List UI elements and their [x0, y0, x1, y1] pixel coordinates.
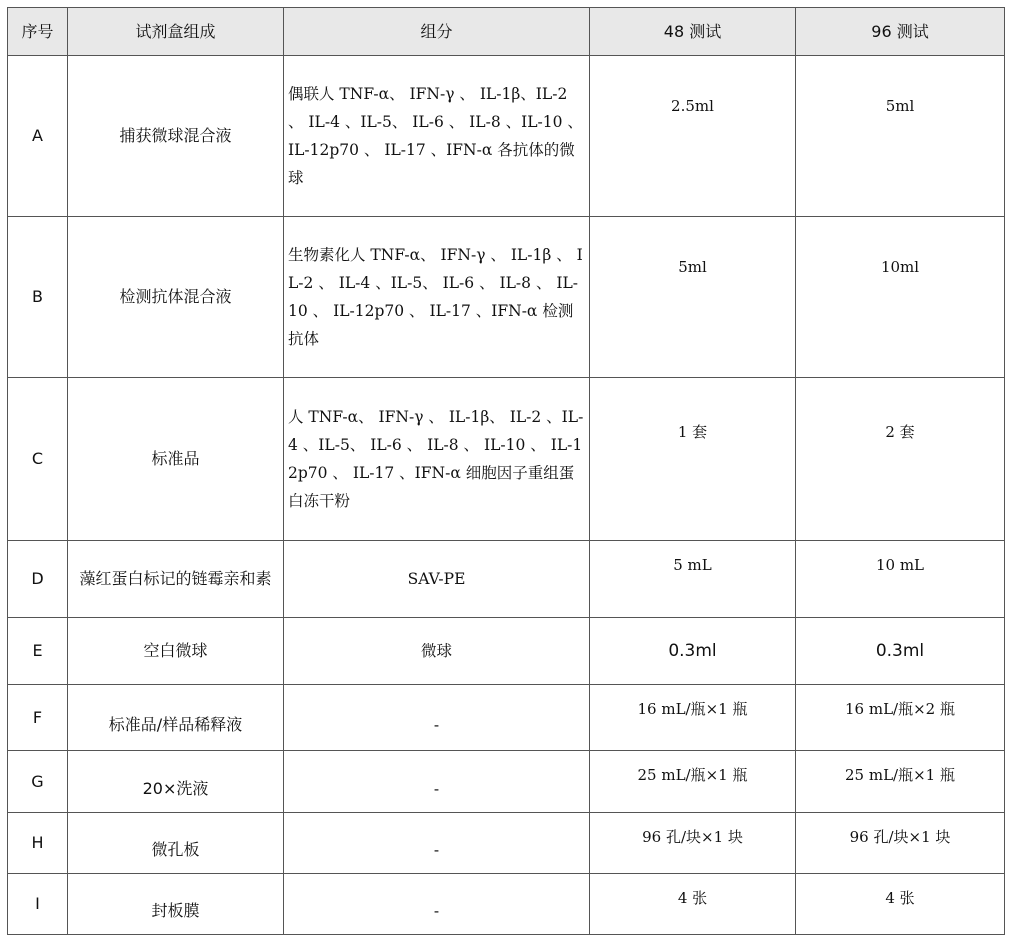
row-96-tests: 10 mL	[796, 541, 1005, 618]
row-id: I	[8, 874, 68, 935]
row-component: -	[284, 751, 590, 813]
row-48-tests: 0.3ml	[590, 618, 796, 685]
row-id: H	[8, 813, 68, 874]
row-96-tests: 0.3ml	[796, 618, 1005, 685]
header-no: 序号	[8, 8, 68, 56]
row-kit-name: 标准品	[68, 378, 284, 541]
row-96-tests: 4 张	[796, 874, 1005, 935]
table-header-row	[8, 8, 1005, 56]
row-id: A	[8, 56, 68, 217]
row-96-tests: 5ml	[796, 56, 1005, 217]
table-row	[8, 378, 1005, 541]
row-kit-name: 捕获微球混合液	[68, 56, 284, 217]
kit-composition-table	[7, 7, 1005, 935]
row-component: SAV-PE	[284, 541, 590, 618]
table-row	[8, 874, 1005, 935]
row-96-tests: 96 孔/块×1 块	[796, 813, 1005, 874]
row-48-tests: 4 张	[590, 874, 796, 935]
row-kit-name: 20×洗液	[68, 751, 284, 813]
row-component: 人 TNF-α、 IFN-γ 、 IL-1β、 IL-2 、IL-4 、IL-5、 IL-6 、 IL-8 、 IL-10 、 IL-12p70 、 IL-17 、IFN-α 细胞因子重组蛋白冻干粉	[284, 378, 590, 541]
row-96-tests: 10ml	[796, 217, 1005, 378]
row-48-tests: 5ml	[590, 217, 796, 378]
header-96-tests: 96 测试	[796, 8, 1005, 56]
row-component: 微球	[284, 618, 590, 685]
row-48-tests: 25 mL/瓶×1 瓶	[590, 751, 796, 813]
row-48-tests: 16 mL/瓶×1 瓶	[590, 685, 796, 751]
header-component: 组分	[284, 8, 590, 56]
row-component: 偶联人 TNF-α、 IFN-γ 、 IL-1β、IL-2 、 IL-4 、IL-5、 IL-6 、 IL-8 、IL-10 、 IL-12p70 、 IL-17 、IFN-α 各抗体的微球	[284, 56, 590, 217]
row-48-tests: 5 mL	[590, 541, 796, 618]
row-96-tests: 2 套	[796, 378, 1005, 541]
row-kit-name: 藻红蛋白标记的链霉亲和素	[68, 541, 284, 618]
row-48-tests: 96 孔/块×1 块	[590, 813, 796, 874]
table-row	[8, 56, 1005, 217]
table-row	[8, 217, 1005, 378]
row-component: -	[284, 874, 590, 935]
row-kit-name: 检测抗体混合液	[68, 217, 284, 378]
table-row	[8, 541, 1005, 618]
row-kit-name: 微孔板	[68, 813, 284, 874]
row-id: G	[8, 751, 68, 813]
table-row	[8, 813, 1005, 874]
row-48-tests: 1 套	[590, 378, 796, 541]
row-component: 生物素化人 TNF-α、 IFN-γ 、 IL-1β 、 IL-2 、 IL-4 、IL-5、 IL-6 、 IL-8 、 IL-10 、 IL-12p70 、 IL-17 、IFN-α 检测抗体	[284, 217, 590, 378]
row-id: C	[8, 378, 68, 541]
row-component: -	[284, 813, 590, 874]
row-id: B	[8, 217, 68, 378]
row-id: F	[8, 685, 68, 751]
row-kit-name: 空白微球	[68, 618, 284, 685]
row-kit-name: 封板膜	[68, 874, 284, 935]
header-48-tests: 48 测试	[590, 8, 796, 56]
row-96-tests: 16 mL/瓶×2 瓶	[796, 685, 1005, 751]
row-48-tests: 2.5ml	[590, 56, 796, 217]
header-kit-name: 试剂盒组成	[68, 8, 284, 56]
table-row	[8, 685, 1005, 751]
row-id: E	[8, 618, 68, 685]
table-row	[8, 618, 1005, 685]
row-kit-name: 标准品/样品稀释液	[68, 685, 284, 751]
row-component: -	[284, 685, 590, 751]
row-96-tests: 25 mL/瓶×1 瓶	[796, 751, 1005, 813]
row-id: D	[8, 541, 68, 618]
table-row	[8, 751, 1005, 813]
